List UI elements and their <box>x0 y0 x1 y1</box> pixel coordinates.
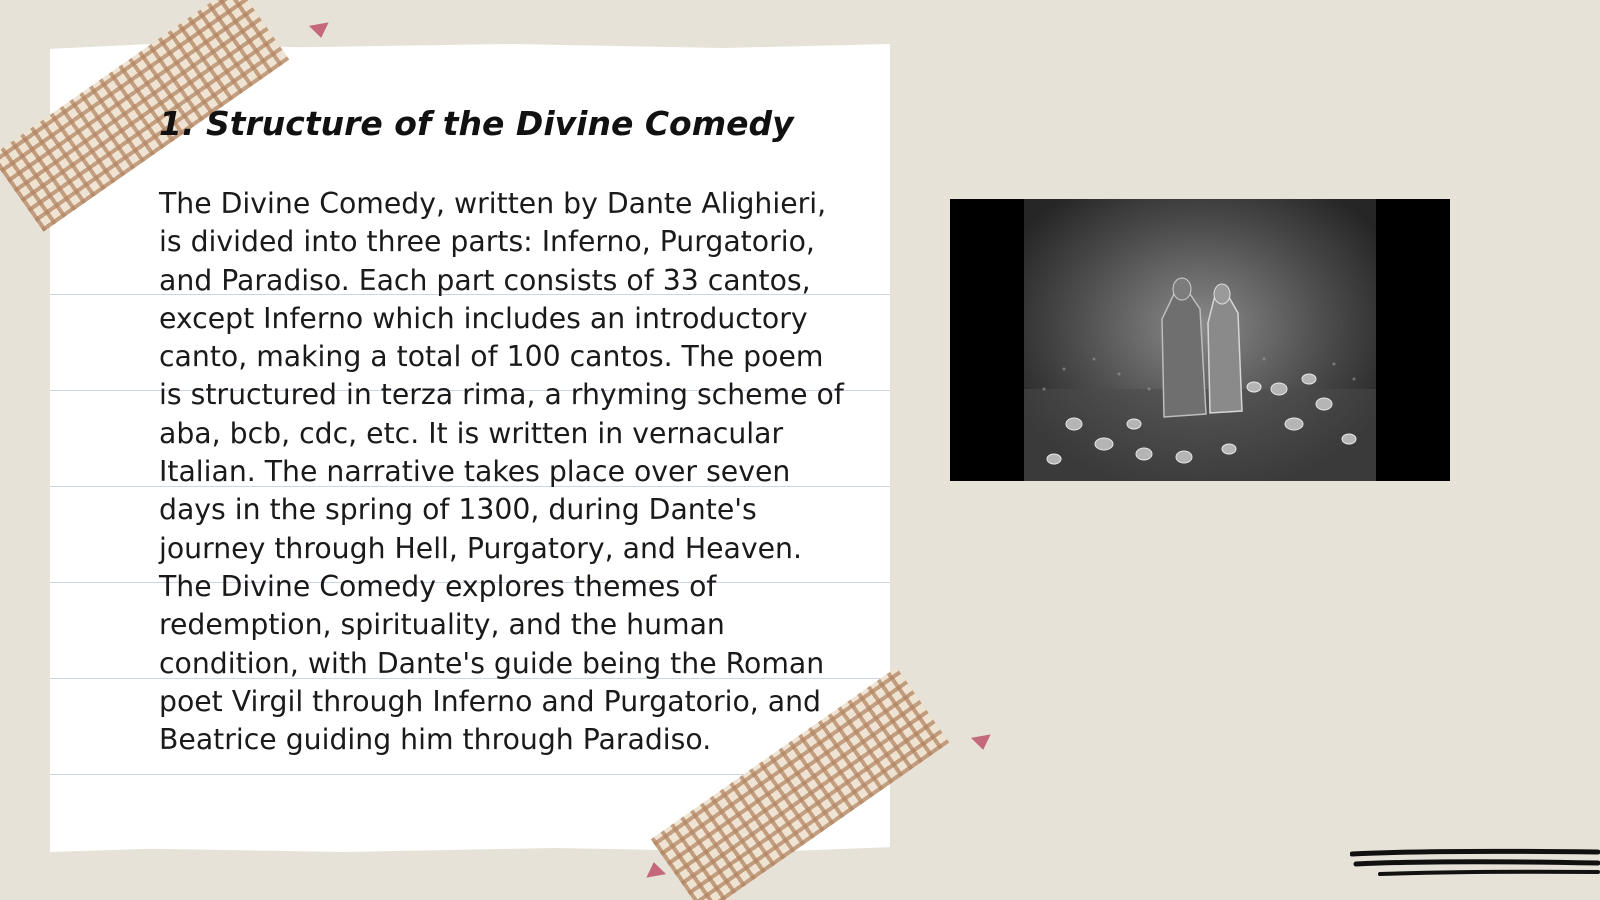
scribble-lines <box>1350 846 1600 886</box>
slide-body-text: The Divine Comedy, written by Dante Alighieri, is divided into three parts: Inferno, Purgatorio, and Paradiso. Each part consists of 33 cantos, except Inferno which includes an introductory canto, making a total of 100 cantos. The poem is structured in terza rima, a rhyming scheme of aba, bcb, cdc, etc. It is written in vernacular Italian. The narrative takes place over seven days in the spring of 1300, during Dante's journey through Hell, Purgatory, and Heaven. The Divine Comedy explores themes of redemption, spirituality, and the human condition, with Dante's guide being the Roman poet Virgil through Inferno and Purgatorio, and Beatrice guiding him through Paradiso. <box>159 187 844 757</box>
pin-icon <box>644 860 666 877</box>
pin-icon <box>971 734 993 751</box>
pin-icon <box>309 22 331 39</box>
slide-title: 1. Structure of the Divine Comedy <box>159 104 794 143</box>
illustration-image[interactable] <box>950 199 1450 481</box>
engraving-illustration-icon <box>1024 199 1376 481</box>
